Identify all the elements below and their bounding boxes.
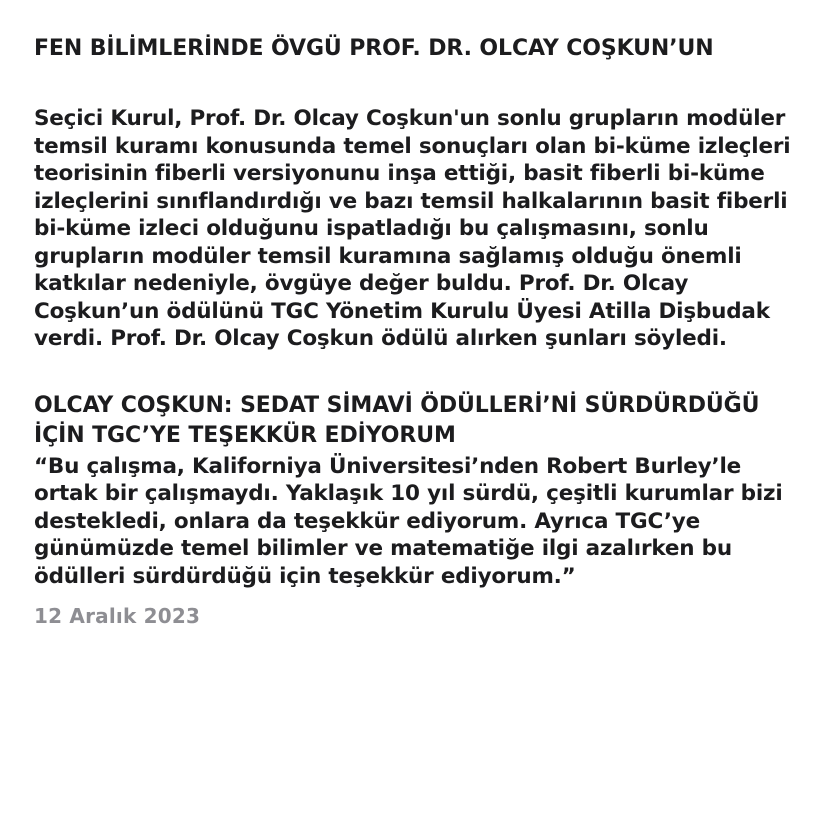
quote-heading: OLCAY COŞKUN: SEDAT SİMAVİ ÖDÜLLERİ’Nİ SÜRDÜRDÜĞÜ İÇİN TGC’YE TEŞEKKÜR EDİYORUM [34,392,760,448]
note-content [34,34,809,628]
note-date: 12 Aralık 2023 [34,604,201,628]
quote-paragraph: “Bu çalışma, Kaliforniya Üniversitesi’nden Robert Burley’le ortak bir çalışmaydı. Yaklaşık 10 yıl sürdü, çeşitli kurumlar bizi destekledi, onlara da teşekkür ediyorum. Ayrıca TGC’ye günümüzde temel bilimler ve matematiğe ilgi azalırken bu ödülleri sürdürdüğü için teşekkür ediyorum.” [34,453,783,589]
award-paragraph: Seçici Kurul, Prof. Dr. Olcay Coşkun'un sonlu grupların modüler temsil kuramı konusunda temel sonuçları olan bi-küme izleçleri teorisinin fiberli versiyonunu inşa ettiği, basit fiberli bi-küme izleçlerini sınıflandırdığı ve bazı temsil halkalarının basit fiberli bi-küme izleci olduğunu ispatladığı bu çalışmasını, sonlu grupların modüler temsil kuramına sağlamış olduğu önemli katkılar nedeniyle, övgüye değer buldu. Prof. Dr. Olcay Coşkun’un ödülünü TGC Yönetim Kurulu Üyesi Atilla Dişbudak verdi. Prof. Dr. Olcay Coşkun ödülü alırken şunları söyledi. [34,106,791,351]
note-title: FEN BİLİMLERİNDE ÖVGÜ PROF. DR. OLCAY COŞKUN’UN [34,36,714,61]
